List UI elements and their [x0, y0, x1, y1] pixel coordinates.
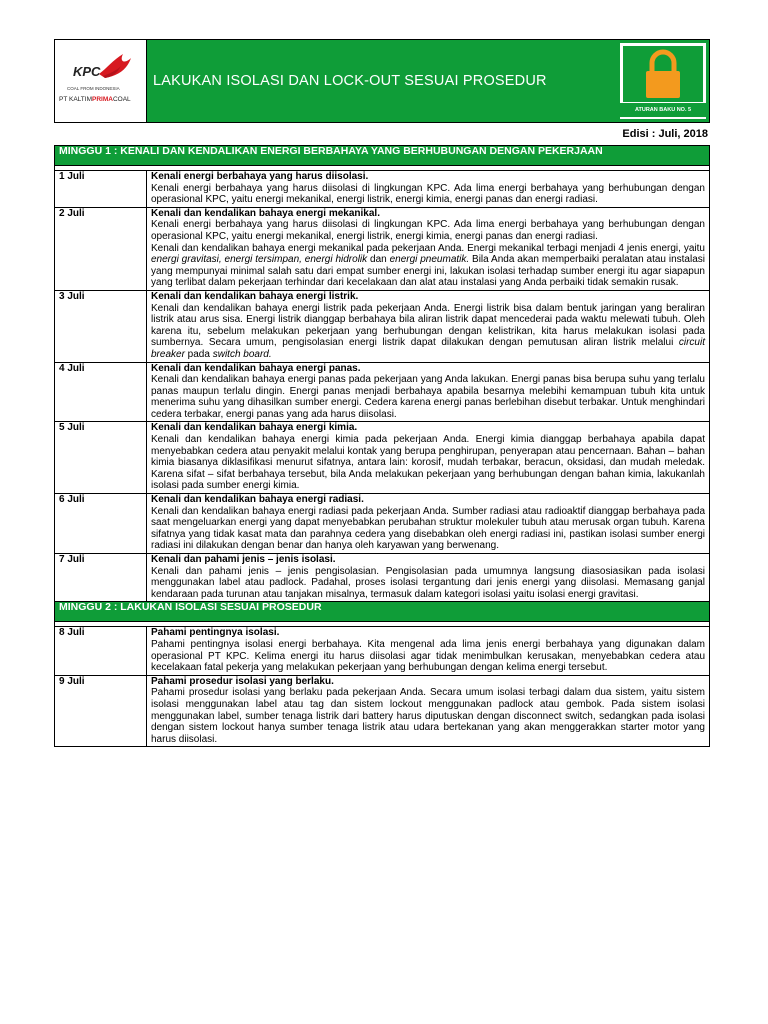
row-content — [147, 422, 710, 494]
table-row — [55, 554, 710, 602]
logo-company-post: COAL — [112, 96, 131, 103]
table-row — [55, 494, 710, 554]
padlock-icon — [623, 46, 703, 102]
logo-company-pre: PT KALTIM — [59, 96, 92, 103]
row-date: 9 Juli — [55, 675, 147, 747]
row-text: Kenali dan kendalikan bahaya energi radiasi pada pekerjaan Anda. Sumber radiasi atau radioaktif dianggap berbahaya pada saat mengeluarkan energi yang dapat menyebabkan perubahan struktur molekuler tubuh atau merusak organ tubuh. Karena sifatnya yang tidak kasat mata dan parahnya cedera yang disebabkan oleh energi radiasi ini, pastikan isolasi sumber energi radiasi ini dilakukan dengan benar dan hanya oleh karyawan yang berwenang. — [151, 505, 705, 552]
row-content — [147, 554, 710, 602]
week-header-row — [55, 146, 710, 166]
row-text-2 — [151, 243, 705, 289]
row-content — [147, 290, 710, 362]
row-heading: Pahami pentingnya isolasi. — [151, 627, 280, 639]
text-segment: Kenali dan kendalikan bahaya energi listrik pada pekerjaan Anda. Energi listrik bisa dalam bentuk jaringan yang beraliran listrik atau arus sisa. Energi listrik dianggap berbahaya bila aliran listrik dapat mencederai pada waktu melewati tubuh. Oleh karena itu, sebelum melakukan pekerjaan yang berhubungan dengan kelistrikan, kita harus melakukan isolasi pada sumbernya. Secara umum, pengisolasian energi listrik dapat dilakukan dengan pemutusan aliran listrik melalui — [151, 302, 705, 349]
logo-brand: KPC — [73, 64, 101, 79]
table-row — [55, 422, 710, 494]
text-segment: Kenali dan kendalikan bahaya energi mekanikal pada pekerjaan Anda. Energi mekanikal terbagi menjadi 4 jenis energi, yaitu — [151, 242, 705, 254]
row-heading: Kenali dan kendalikan bahaya energi listrik. — [151, 290, 359, 302]
page-title: LAKUKAN ISOLASI DAN LOCK-OUT SESUAI PROSEDUR — [153, 73, 547, 89]
week-header-row — [55, 602, 710, 622]
week-title: MINGGU 1 : KENALI DAN KENDALIKAN ENERGI BERBAHAYA YANG BERHUBUNGAN DENGAN PEKERJAAN — [55, 146, 710, 166]
row-text: Kenali energi berbahaya yang harus diisolasi di lingkungan KPC. Ada lima energi berbahaya yang berhubungan dengan operasional KPC, yaitu energi mekanikal, energi listrik, energi kimia, energi panas dan energi radiasi. — [151, 219, 705, 242]
row-heading: Kenali energi berbahaya yang harus diisolasi. — [151, 171, 369, 182]
table-row — [55, 627, 710, 675]
row-date: 3 Juli — [55, 290, 147, 362]
row-text: Kenali dan kendalikan bahaya energi kimia pada pekerjaan Anda. Energi kimia dianggap berbahaya apabila dapat menyebabkan cedera atau penyakit melalui kontak yang berupa penghirupan, penyerapan atau pencernaan. Bahan – bahan kimia biasanya diklasifikasi menurut sifatnya, antara lain: korosif, mudah terbakar, beracun, oksidasi, dan mudah meledak. Karena sifat – sifat berbahaya tersebut, bila Anda melakukan pekerjaan yang berhubungan dengan bahan kimia, lakukanlah isolasi pada sumber energi kimia. — [151, 434, 705, 492]
row-heading: Kenali dan kendalikan bahaya energi panas. — [151, 362, 361, 374]
text-segment: dan — [367, 254, 390, 266]
row-date: 7 Juli — [55, 554, 147, 602]
row-text: Kenali energi berbahaya yang harus diisolasi di lingkungan KPC. Ada lima energi berbahaya yang berhubungan dengan operasional KPC, yaitu energi mekanikal, energi listrik, energi kimia, energi panas dan energi radiasi. — [151, 182, 705, 206]
row-date: 5 Juli — [55, 422, 147, 494]
row-text: Pahami prosedur isolasi yang berlaku pada pekerjaan Anda. Secara umum isolasi terbagi dalam dua sistem, yaitu sistem isolasi menggunakan label atau tag dan sistem lockout menggunakan padlock atau gembok. Pada sistem isolasi menggunakan label, sumber tenaga listrik dari battery harus diputuskan dengan disconnect switch, sedangkan pada isolasi dengan sistem lockout hanya sumber tenaga listrik atau udara bertekanan yang akan menggerakkan starter motor yang harus diisolasi. — [151, 687, 705, 745]
logo-company-mid: PRIMA — [92, 96, 113, 103]
row-content — [147, 627, 710, 675]
table-row — [55, 171, 710, 208]
text-italic: energi gravitasi, energi tersimpan, energi hidrolik — [151, 254, 368, 266]
row-date: 2 Juli — [55, 207, 147, 290]
text-segment: pada — [184, 348, 213, 360]
row-text: Pahami pentingnya isolasi energi berbahaya. Kita mengenal ada lima jenis energi berbahaya yang digunakan dalam operasional PT KPC. Kelima energi itu harus diisolasi agar tidak menimbulkan kerusakan, menyebabkan cedera atau kecelakaan fatal pekerja yang melakukan pekerjaan yang berhubungan dengan kelima energi tersebut. — [151, 638, 705, 674]
table-row — [55, 362, 710, 422]
logo-flame-icon — [55, 40, 146, 122]
text-italic: switch board. — [212, 348, 272, 360]
badge-panel — [623, 46, 703, 102]
document-header — [54, 39, 710, 123]
company-logo — [55, 40, 147, 122]
table-row — [55, 207, 710, 290]
row-text: Kenali dan pahami jenis – jenis pengisolasian. Pengisolasian pada umumnya langsung diasosiasikan pada isolasi menggunakan label atau padlock. Padahal, proses isolasi tergantung dari jenis energi yang diisolasi. Memasang ganjal kendaraan pada turunan atau tanjakan misalnya, termasuk dalam kategori isolasi yaitu isolasi energi gravitasi. — [151, 565, 705, 600]
row-date: 1 Juli — [55, 171, 147, 208]
text-italic: energi pneumatik. — [389, 254, 470, 266]
week-title: MINGGU 2 : LAKUKAN ISOLASI SESUAI PROSEDUR — [55, 602, 710, 622]
header-band — [147, 40, 709, 122]
rule-badge — [620, 43, 706, 119]
row-content — [147, 207, 710, 290]
row-content — [147, 675, 710, 747]
row-date: 8 Juli — [55, 627, 147, 675]
logo-tagline: COAL FROM INDONESIA — [67, 86, 120, 91]
badge-label: ATURAN BAKU NO. 5 — [620, 103, 706, 117]
row-text: Kenali dan kendalikan bahaya energi panas pada pekerjaan yang Anda lakukan. Energi panas bisa berupa suhu yang terlalu panas maupun terlalu dingin. Energi panas menjadi berbahaya apabila besarnya melebihi kemampuan tubuh kita untuk menerima suhu yang dihasilkan sumber energi. Cedera karena energi panas berlebihan disebut terbakar. Untuk menghindari cedera terbakar, energi panas yang ada harus diisolasi. — [151, 374, 705, 420]
row-content — [147, 362, 710, 422]
text-segment: Bila Anda akan memperbaiki peralatan atau instalasi yang mempunyai minimal salah satu dari empat sumber energi ini, lakukan isolasi terhadap sumber energi itu agar siapapun yang terlibat dalam pekerjaan terhindar dari kecelakaan dan alat atau instalasi yang Anda perbaiki tidak semakin rusak. — [151, 254, 705, 289]
table-row — [55, 290, 710, 362]
row-text — [151, 303, 705, 361]
row-heading: Kenali dan pahami jenis – jenis isolasi. — [151, 554, 336, 565]
row-heading: Kenali dan kendalikan bahaya energi mekanikal. — [151, 207, 380, 219]
text-italic: circuit breaker — [151, 337, 705, 360]
table-row — [55, 675, 710, 747]
row-date: 4 Juli — [55, 362, 147, 422]
row-content — [147, 494, 710, 554]
row-heading: Kenali dan kendalikan bahaya energi radiasi. — [151, 494, 364, 506]
edition-date: Edisi : Juli, 2018 — [622, 128, 708, 140]
schedule-table — [54, 145, 710, 747]
row-heading: Pahami prosedur isolasi yang berlaku. — [151, 675, 334, 687]
row-heading: Kenali dan kendalikan bahaya energi kimia. — [151, 422, 358, 434]
row-date: 6 Juli — [55, 494, 147, 554]
logo-company-name — [59, 96, 131, 103]
row-content — [147, 171, 710, 208]
